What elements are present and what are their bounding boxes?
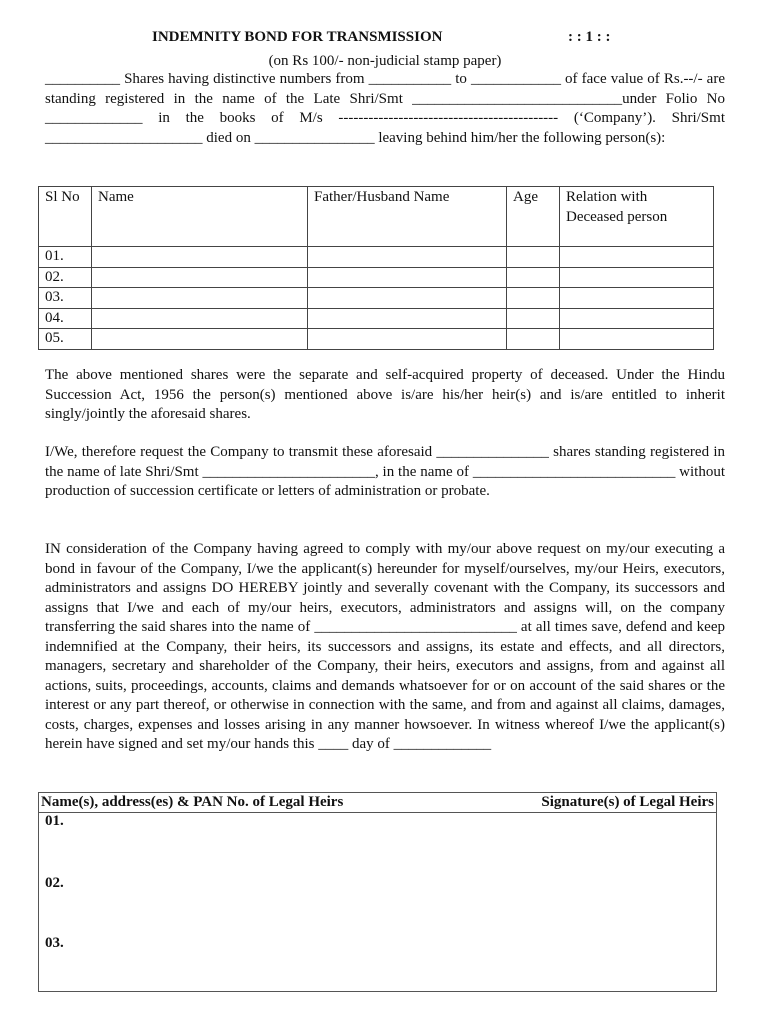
header-father-husband: Father/Husband Name (308, 187, 507, 247)
cell (308, 308, 507, 329)
table-row (39, 247, 714, 268)
page-number: : : 1 : : (568, 29, 611, 45)
header-relation: Relation with Deceased person (560, 187, 714, 247)
cell (308, 267, 507, 288)
row-number: 02. (39, 267, 92, 288)
cell (308, 247, 507, 268)
heir-entry: 02. (45, 875, 64, 891)
table-row (39, 308, 714, 329)
cell (308, 288, 507, 309)
cell (560, 308, 714, 329)
table-header-row (39, 187, 714, 247)
row-number: 04. (39, 308, 92, 329)
indemnity-paragraph: IN consideration of the Company having agreed to comply with my/our above request on my/our executing a bond in favour of the Company, I/we the applicant(s) hereunder for myself/ourselves, my/our Heirs, executors, administrators and assigns DO HEREBY jointly and severally covenant with the Company, its successors and assigns that I/we and each of my/our heirs, executors, administrators and assigns will, on the company transferring the said shares into the name of ___________________________ at all times save, defend and keep indemnified at the Company, their heirs, its successors and assigns, its estate and effects, and all directors, managers, secretary and shareholder of the Company, their heirs, executors and assigns, from and against all actions, suits, proceedings, accounts, claims and demands whatsoever for or on account of the said shares or the interest or any part thereof, or otherwise in connection with the same, and from and against all claims, damages, costs, charges, expenses and losses arising in any manner howsoever. In witness whereof I/we the applicant(s) herein have signed and set my/our hands this ____ day of _____________ (45, 541, 725, 752)
cell (560, 247, 714, 268)
cell (92, 247, 308, 268)
heirs-table (38, 186, 714, 350)
table-row (39, 288, 714, 309)
table-row (39, 329, 714, 350)
row-number: 01. (39, 247, 92, 268)
cell (560, 329, 714, 350)
cell (507, 308, 560, 329)
heir-entry: 03. (45, 935, 64, 951)
row-number: 05. (39, 329, 92, 350)
header-age: Age (507, 187, 560, 247)
subtitle: (on Rs 100/- non-judicial stamp paper) (268, 53, 502, 69)
cell (308, 329, 507, 350)
signature-box-header (39, 793, 716, 813)
cell (92, 267, 308, 288)
cell (507, 267, 560, 288)
header-sl-no: Sl No (39, 187, 92, 247)
cell (507, 329, 560, 350)
request-paragraph: I/We, therefore request the Company to transmit these aforesaid _______________ shares standing registered in the name of late Shri/Smt _______________________, in the name of ___________________________ without production of succession certificate or letters of administration or probate. (45, 444, 725, 499)
heirs-signature-header: Signature(s) of Legal Heirs (541, 794, 714, 810)
succession-paragraph: The above mentioned shares were the separate and self-acquired property of deceased. Under the Hindu Succession Act, 1956 the person(s) mentioned above is/are his/her heir(s) and is/are entitled to inherit singly/jointly the aforesaid shares. (45, 367, 725, 422)
cell (560, 288, 714, 309)
header-name: Name (92, 187, 308, 247)
cell (507, 247, 560, 268)
cell (92, 308, 308, 329)
heir-entry: 01. (45, 813, 64, 829)
document-title: INDEMNITY BOND FOR TRANSMISSION (152, 29, 443, 45)
table-row (39, 267, 714, 288)
heirs-details-header: Name(s), address(es) & PAN No. of Legal Heirs (41, 794, 344, 810)
cell (92, 288, 308, 309)
intro-paragraph: __________ Shares having distinctive numbers from ___________ to ____________ of face value of Rs.--/- are standing registered in the name of the Late Shri/Smt ____________________________under Folio No _____________ in the books of M/s -------------------------------------------- (‘Company’). Shri/Smt _____________________ died on ________________ leaving behind him/her the following person(s): (45, 71, 725, 146)
row-number: 03. (39, 288, 92, 309)
legal-heirs-signature-box (38, 792, 717, 992)
cell (560, 267, 714, 288)
cell (507, 288, 560, 309)
cell (92, 329, 308, 350)
